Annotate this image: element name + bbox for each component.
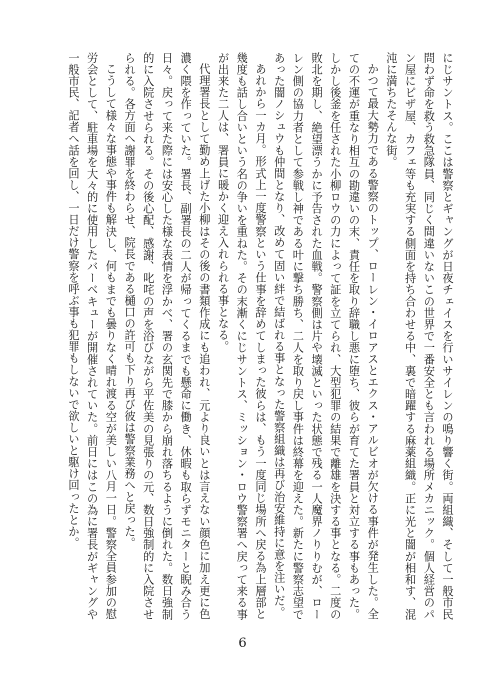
- paragraph: 代理署長として勤め上げた小柳はその後の書類作成にも追われ、元より良いとは言えない顔色に加え更に色濃く隈を作っていた。署長、副署長の二人が帰ってくるまでも懸命に働き、休暇も取らずモニターと睨み合う日々。戻って来た際には安心した様な表情を浮かべ、署の玄関先で膝から崩れ落ちるように倒れた。数日強制的に入院させられる。その後心配、感謝、叱咤の声を浴びながら平佐美の見張りの元、数日強制的に入院させられる。各方面へ謝罪を終わらせ、院長である樋口の許可も下り再び彼は警察業務へと戻った。: [123, 52, 211, 620]
- page-number: 6: [238, 636, 247, 651]
- paragraph: にじサントス。ここは警察とギャングが日夜チェイスを行いサイレンの鳴り響く街。両組織、そして一般市民問わず命を救う救急隊員、同じく間違いないこの世界で一番安全とも言われる場所メカニック。個人経営のパン屋にピザ屋、カフェ等も充実する側面を持ち合わせる中、裏で暗躍する麻薬組織。正に光と闇が相和す、混沌に満ちたそんな街。: [384, 52, 454, 620]
- paragraph: こうして様々な事態や事件も解決し、何もまでも曇りなく晴れ渡る空が美しい八月一日。警察全員参加の慰労会として、駐車場を大々的に使用したバーベキューが開催されていた。前日にはこの為に署長がギャングや一般市民、記者へ話を回し、一日だけ警察を呼ぶ事も犯罪もしないで欲しいと駆け回ったとか。: [66, 52, 118, 620]
- paragraph: あれから一カ月。形式上一度警察という仕事を辞めてしまった彼らは、もう一度同じ場所へ戻る為上層部と幾度も話し合いという名の争いを重ねた。その末漸くにじサントス、ミッション・ロウ警察署へ戻って来る事が出来た二人は、署員に暖かく迎え入れられる事となる。: [216, 52, 267, 620]
- vertical-text-body: [36, 52, 456, 620]
- paragraph: かつて最大勢力である警察のトップ、ローレン・イロアスとエクス・アルビオが欠ける事件が発生した。全ての不運が重なり相互の勘違いの末、責任を取り辞職し悪に堕ち、彼らが育てた署員と対立する事もあった。しかし後釜を任された小柳ロウの力によって証を立てられ、大型犯罪の結果で離雄を決する事となる。二度の敗北を期し、絶望漂うかに予告された血戦。警察側は片や壊滅といった状態で残る一人魔界ノりりむが、ローレン側の協力者として参戦し神である叶に撃ち勝ち、二人を取り戻し事件は終幕を迎えた。新たに警察志望であった闇ノシュウも仲間となり、改めて固い絆で結ばれる事となった警察組織は再び治安維持に意を注いだ。: [272, 52, 380, 620]
